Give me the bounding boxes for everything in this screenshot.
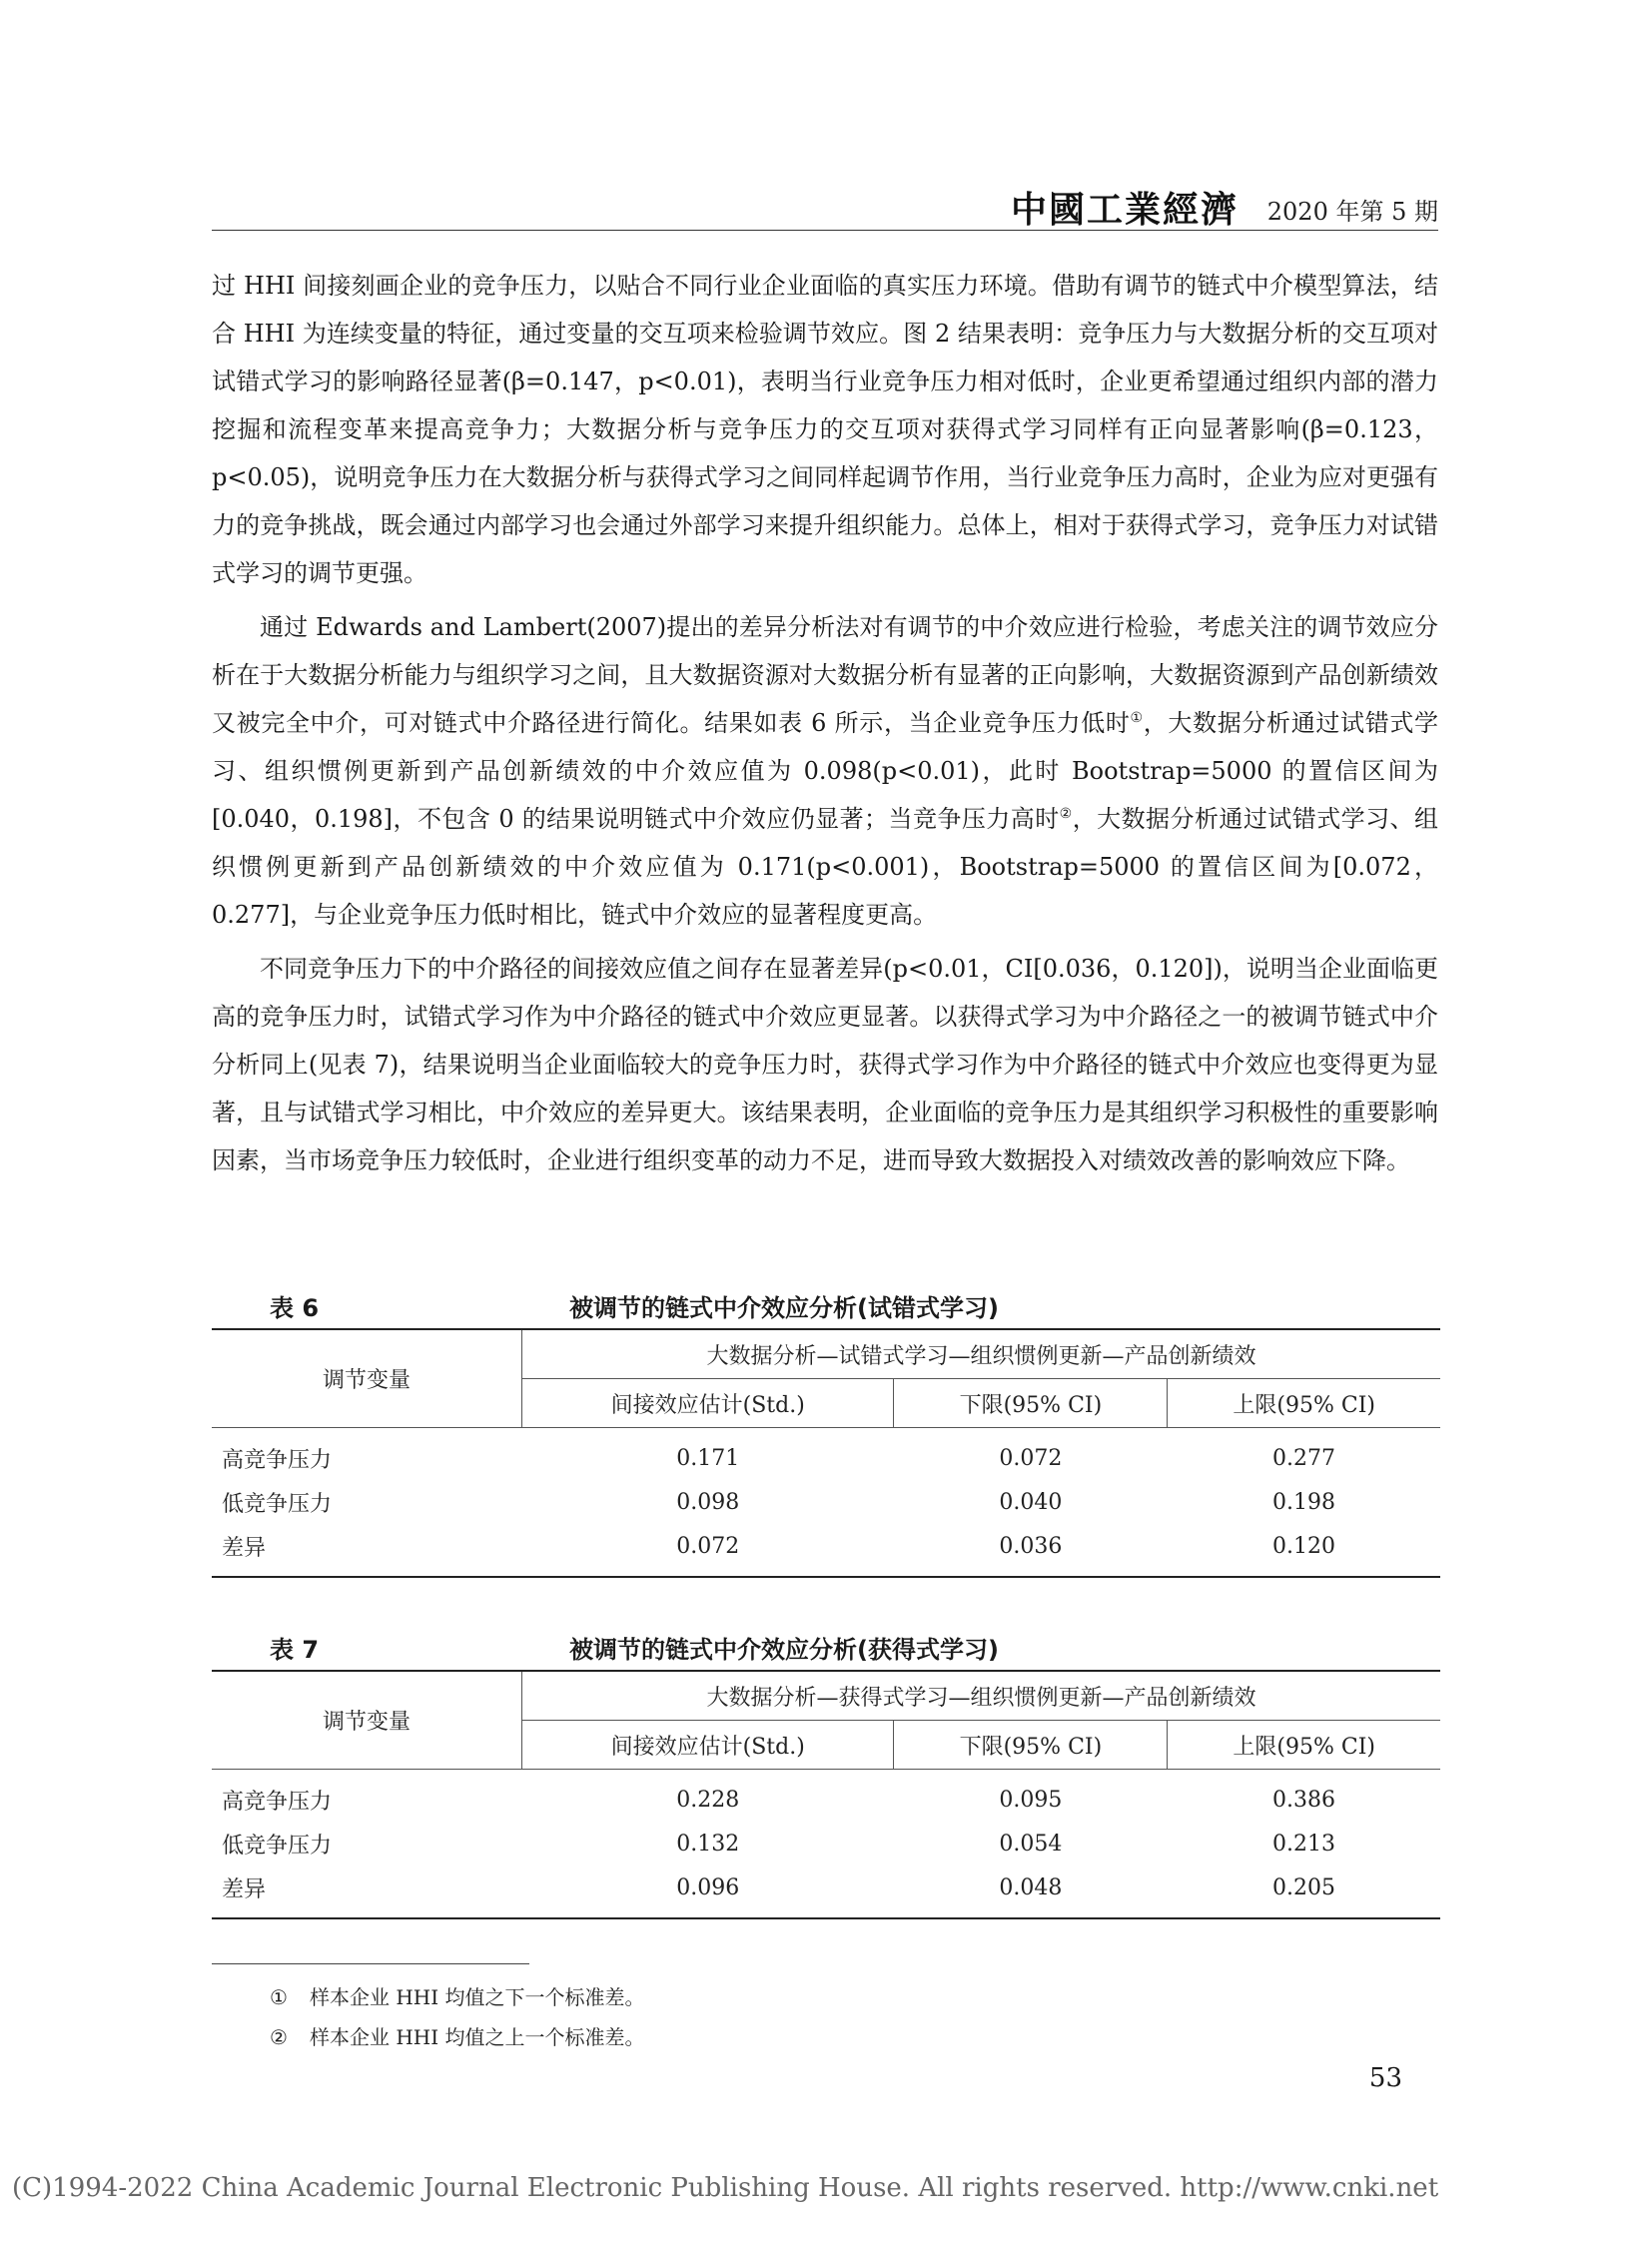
cell-estimate: 0.096 <box>522 1866 894 1918</box>
footnotes <box>270 1977 645 2057</box>
row-label: 高竞争压力 <box>212 1428 522 1481</box>
table-7-col-estimate: 间接效应估计(Std.) <box>522 1721 894 1770</box>
footnote-text: 样本企业 HHI 均值之下一个标准差。 <box>310 1985 645 2009</box>
cell-lower: 0.036 <box>894 1524 1168 1577</box>
footnote-mark: ② <box>270 2025 288 2049</box>
cell-lower: 0.095 <box>894 1770 1168 1823</box>
cell-upper: 0.386 <box>1168 1770 1440 1823</box>
table-7-var-header: 调节变量 <box>212 1671 522 1770</box>
table-6 <box>212 1288 1440 1578</box>
paragraph-2-part-2: ，大数据分析通过试错式学习、组织惯例更新到产品创新绩效的中介效应值为 0.098(p<0.01)，此时 Bootstrap=5000 的置信区间为[0.040，0.198]，不包含 0 的结果说明链式中介效应仍显著；当竞争压力高时 <box>212 709 1439 833</box>
footnote-ref-2: ② <box>1059 806 1073 822</box>
cell-upper: 0.277 <box>1168 1428 1440 1481</box>
cell-estimate: 0.072 <box>522 1524 894 1577</box>
paragraph-2-part-1: 通过 Edwards and Lambert(2007)提出的差异分析法对有调节的中介效应进行检验，考虑关注的调节效应分析在于大数据分析能力与组织学习之间，且大数据资源对大数据分析有显著的正向影响，大数据资源到产品创新绩效又被完全中介，可对链式中介路径进行简化。结果如表 6 所示，当企业竞争压力低时 <box>212 613 1438 737</box>
cell-lower: 0.054 <box>999 1831 1063 1857</box>
paragraph-2-part-3: ，大数据分析通过试错式学习、组织惯例更新到产品创新绩效的中介效应值为 0.171(p<0.001)，Bootstrap=5000 的置信区间为[0.072，0.277]，与企业竞争压力低时相比，链式中介效应的显著程度更高。 <box>212 805 1439 929</box>
table-row <box>212 1770 1440 1823</box>
issue-label: 2020 年第 5 期 <box>1266 198 1438 226</box>
cell-upper: 0.205 <box>1168 1866 1440 1918</box>
table-row <box>212 1524 1440 1577</box>
table-6-col-estimate: 间接效应估计(Std.) <box>522 1379 894 1428</box>
cell-estimate: 0.132 <box>676 1831 740 1857</box>
table-6-group-header: 大数据分析—试错式学习—组织惯例更新—产品创新绩效 <box>522 1329 1441 1379</box>
cell-upper: 0.120 <box>1168 1524 1440 1577</box>
journal-logo: 中國工業經濟 <box>1010 189 1239 231</box>
cell-lower: 0.072 <box>894 1428 1168 1481</box>
table-7-group-header: 大数据分析—获得式学习—组织惯例更新—产品创新绩效 <box>522 1671 1441 1721</box>
cell-estimate: 0.171 <box>522 1428 894 1481</box>
cell-upper: 0.213 <box>1271 1831 1335 1857</box>
footnote-text: 样本企业 HHI 均值之上一个标准差。 <box>310 2025 645 2049</box>
row-label: 差异 <box>212 1866 522 1918</box>
table-row <box>212 1428 1440 1481</box>
table-6-grid <box>212 1328 1440 1578</box>
cell-upper: 0.198 <box>1271 1489 1335 1515</box>
row-label: 低竞争压力 <box>222 1491 333 1517</box>
cell-estimate: 0.098 <box>676 1489 740 1515</box>
table-6-title: 被调节的链式中介效应分析(试错式学习) <box>569 1294 999 1322</box>
table-7 <box>212 1630 1440 1919</box>
cell-lower: 0.048 <box>894 1866 1168 1918</box>
cell-estimate: 0.228 <box>522 1770 894 1823</box>
footnote-2 <box>270 2017 645 2057</box>
body-text <box>212 262 1438 1184</box>
footnote-mark: ① <box>270 1985 288 2009</box>
page-number: 53 <box>1368 2063 1402 2093</box>
table-row <box>212 1866 1440 1918</box>
paragraph-1: 过 HHI 间接刻画企业的竞争压力，以贴合不同行业企业面临的真实压力环境。借助有调节的链式中介模型算法，结合 HHI 为连续变量的特征，通过变量的交互项来检验调节效应。图 2 结果表明：竞争压力与大数据分析的交互项对试错式学习的影响路径显著(β=0.147，p<0.01)，表明当行业竞争压力相对低时，企业更希望通过组织内部的潜力挖掘和流程变革来提高竞争力；大数据分析与竞争压力的交互项对获得式学习同样有正向显著影响(β=0.123，p<0.05)，说明竞争压力在大数据分析与获得式学习之间同样起调节作用，当行业竞争压力高时，企业为应对更强有力的竞争挑战，既会通过内部学习也会通过外部学习来提升组织能力。总体上，相对于获得式学习，竞争压力对试错式学习的调节更强。 <box>212 272 1438 587</box>
table-7-caption <box>212 1630 1440 1670</box>
table-row <box>212 1822 1440 1866</box>
table-6-col-lower: 下限(95% CI) <box>894 1379 1168 1428</box>
row-label: 高竞争压力 <box>212 1770 522 1823</box>
table-7-grid <box>212 1670 1440 1919</box>
table-7-col-lower: 下限(95% CI) <box>894 1721 1168 1770</box>
table-6-label: 表 6 <box>270 1294 320 1322</box>
row-label: 差异 <box>212 1524 522 1577</box>
table-6-col-upper: 上限(95% CI) <box>1168 1379 1440 1428</box>
cell-lower: 0.040 <box>999 1489 1063 1515</box>
table-6-var-header: 调节变量 <box>212 1329 522 1428</box>
footnote-ref-1: ① <box>1130 710 1144 726</box>
paragraph-2 <box>212 603 1438 939</box>
table-7-col-upper: 上限(95% CI) <box>1168 1721 1440 1770</box>
table-row <box>212 1480 1440 1524</box>
table-7-title: 被调节的链式中介效应分析(获得式学习) <box>569 1636 999 1664</box>
copyright-line: (C)1994-2022 China Academic Journal Electronic Publishing House. All rights reserved. http://www.cnki.net <box>12 2173 1439 2203</box>
table-6-caption <box>212 1288 1440 1328</box>
row-label: 低竞争压力 <box>222 1833 333 1859</box>
footnote-divider <box>212 1963 529 1964</box>
paragraph-3: 不同竞争压力下的中介路径的间接效应值之间存在显著差异(p<0.01，CI[0.036，0.120])，说明当企业面临更高的竞争压力时，试错式学习作为中介路径的链式中介效应更显著。以获得式学习为中介路径之一的被调节链式中介分析同上(见表 7)，结果说明当企业面临较大的竞争压力时，获得式学习作为中介路径的链式中介效应也变得更为显著，且与试错式学习相比，中介效应的差异更大。该结果表明，企业面临的竞争压力是其组织学习积极性的重要影响因素，当市场竞争压力较低时，企业进行组织变革的动力不足，进而导致大数据投入对绩效改善的影响效应下降。 <box>212 955 1438 1174</box>
running-header <box>212 186 1438 231</box>
table-7-label: 表 7 <box>270 1636 320 1664</box>
footnote-1 <box>270 1977 645 2017</box>
